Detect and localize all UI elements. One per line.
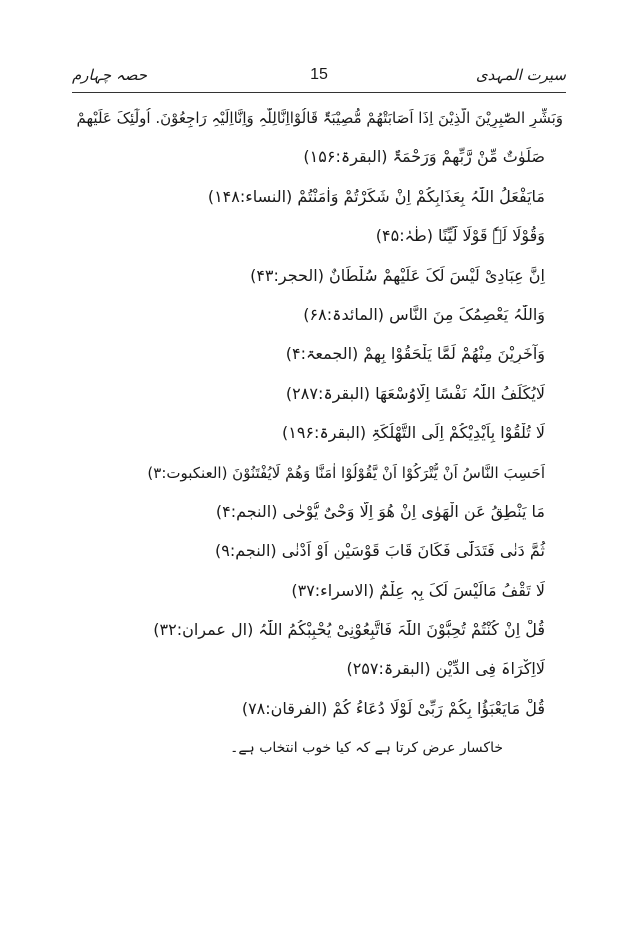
verse-line: صَلَوٰتٌ مِّنْ رَّبِّھِمْ وَرَحْمَۃٌ (البقرۃ:۱۵۶) — [303, 147, 545, 167]
verse-line: اِنَّ عِبَادِیْ لَیْسَ لَکَ عَلَیْھِمْ سُلْطَانٌ (الحجر:۴۳) — [250, 265, 545, 285]
page-number: 15 — [310, 66, 328, 83]
page-body — [72, 108, 563, 778]
header-rule — [72, 92, 566, 93]
verse-line: مَایَفْعَلُ اللّٰہُ بِعَذَابِکُمْ اِنْ شَکَرْتُمْ وَاٰمَنْتُمْ (النساء:۱۴۸) — [207, 186, 545, 206]
verse-line: لَا تُلْقُوْا بِاَیْدِیْکُمْ اِلَی التَّھْلُکَۃِ (البقرۃ:۱۹۶) — [281, 423, 545, 443]
closing-remark: خاکسار عرض کرتا ہے کہ کیا خوب انتخاب ہے۔ — [230, 740, 503, 757]
verse-line: وَبَشِّرِ الصّٰبِرِیْنَ الَّذِیْنَ اِذَا اَصَابَتْھُمْ مُّصِیْبَۃٌ قَالُوْااِنَّالِلّٰہِ وَاِنَّااِلَیْہِ رَاجِعُوْنَ. اُولٰٓئِکَ عَلَیْھِمْ — [76, 109, 563, 127]
verse-line: وَاللّٰہُ یَعْصِمُکَ مِنَ النَّاسِ (المائدۃ:۶۸) — [303, 304, 545, 324]
verse-line: ثُمَّ دَنٰی فَتَدَلّٰی فَکَانَ قَابَ قَوْسَیْنِ اَوْ اَدْنٰی (النجم:۹) — [215, 541, 545, 561]
verse-line: لَااِکْرَاہَ فِی الدِّیْنِ (البقرۃ:۲۵۷) — [346, 659, 545, 679]
verse-line: لَایُکَلِّفُ اللّٰہُ نَفْسًا اِلَّاوُسْعَھَا (البقرۃ:۲۸۷) — [285, 383, 545, 403]
part-label: حصہ چہارم — [72, 66, 147, 84]
verse-line: وَآخَرِیْنَ مِنْھُمْ لَمَّا یَلْحَقُوْا بِھِمْ (الجمعۃ:۴) — [285, 344, 545, 364]
verse-line: قُلْ اِنْ کُنْتُمْ تُحِبُّوْنَ اللّٰہَ فَاتَّبِعُوْنِیْ یُحْبِبْکُمُ اللّٰہُ (ال عمران:۳۲) — [153, 620, 545, 640]
verse-line: اَحَسِبَ النَّاسُ اَنْ یُّتْرَکُوْا اَنْ یَّقُوْلُوْا اٰمَنَّا وَھُمْ لَایُفْتَنُوْنَ (العنکبوت:۳) — [147, 463, 545, 482]
verse-line: مَا یَنْطِقُ عَنِ الْھَوٰی اِنْ ھُوَ اِلَّا وَحْیٌ یُّوْحٰی (النجم:۴) — [215, 501, 545, 521]
verse-line: لَا تَقْفُ مَالَیْسَ لَکَ بِہٖ عِلْمٌ (الاسراء:۳۷) — [291, 580, 545, 600]
verse-line: وَقُوْلَا لَہٗ قَوْلًا لَّیِّنًا (طٰہٰ:۴۵) — [375, 226, 545, 246]
page-header — [72, 60, 566, 90]
verse-line: قُلْ مَایَعْبَؤُا بِکُمْ رَبِّیْ لَوْلَا دُعَاءُ کُمْ (الفرقان:۷۸) — [241, 698, 545, 718]
book-title: سیرت المہدی — [475, 66, 566, 84]
